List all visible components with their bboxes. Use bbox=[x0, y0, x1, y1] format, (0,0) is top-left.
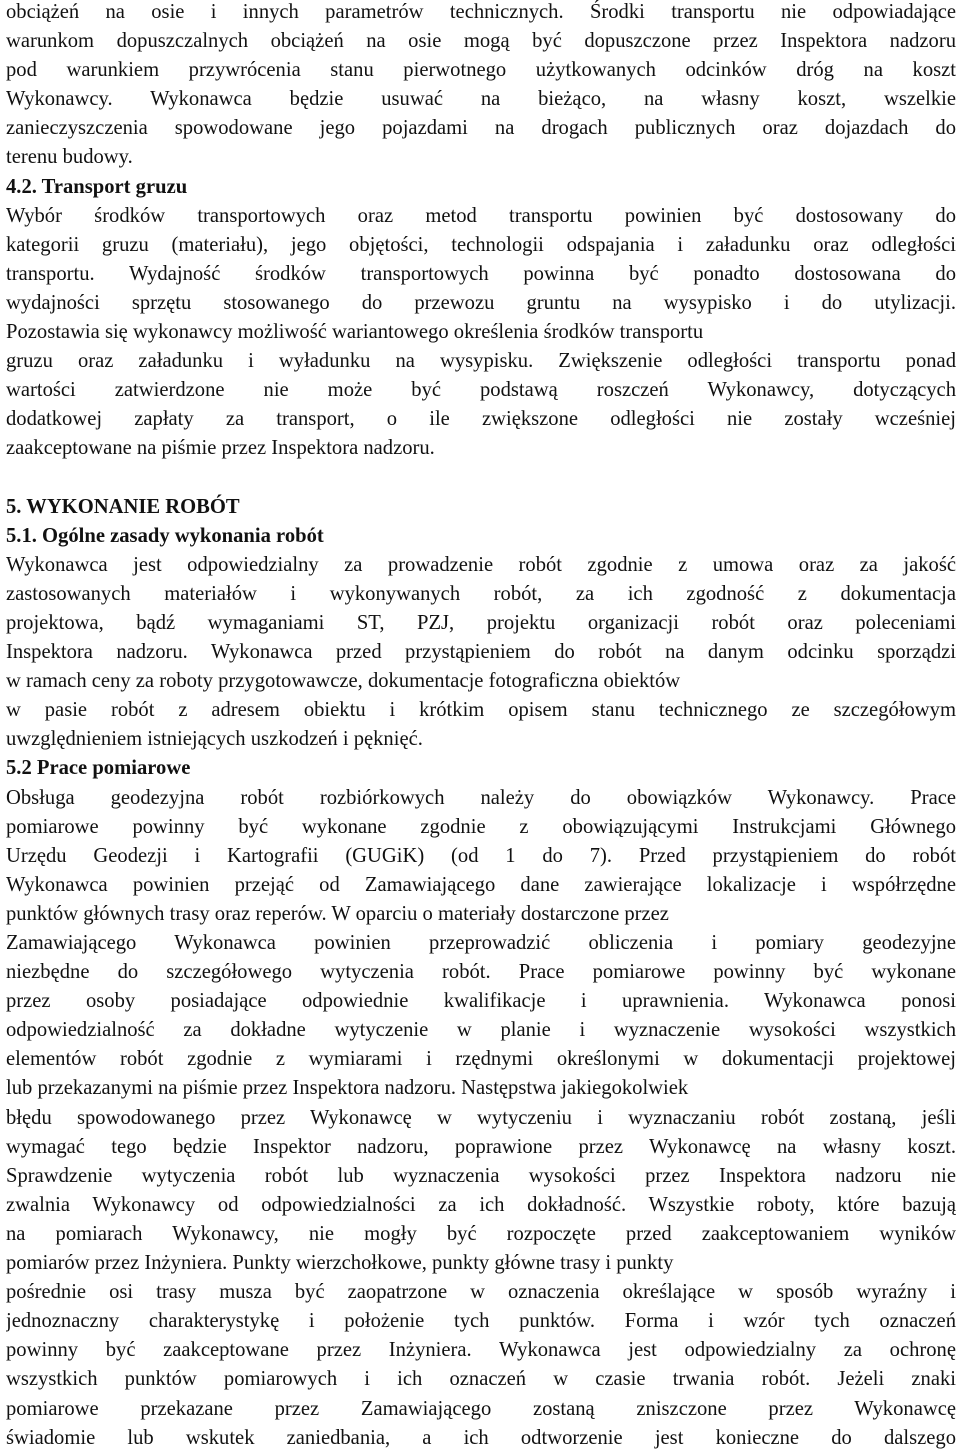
text-line: warunkom dopuszczalnych obciążeń na osie mogą być dopuszczone przez Inspektora nadzoru bbox=[6, 30, 956, 53]
text-line: wszystkich punktów pomiarowych i ich oznaczeń w czasie trwania robót. Jeżeli znaki bbox=[6, 1368, 956, 1391]
text-line: projektowa, bądź wymaganiami ST, PZJ, projektu organizacji robót oraz poleceniami bbox=[6, 611, 956, 634]
text-line: pomiarowe powinny być wykonane zgodnie z obowiązującymi Instrukcjami Głównego bbox=[6, 815, 956, 838]
section-heading: 4.2. Transport gruzu bbox=[6, 175, 188, 198]
text-line: Wybór środków transportowych oraz metod transportu powinien być dostosowany do bbox=[6, 204, 956, 227]
text-line: Inspektora nadzoru. Wykonawca przed przystąpieniem do robót na danym odcinku sporządzi bbox=[6, 641, 956, 664]
text-line: Zamawiającego Wykonawca powinien przeprowadzić obliczenia i pomiary geodezyjne bbox=[6, 932, 956, 954]
text-line: kategorii gruzu (materiału), jego objętości, technologii odspajania i załadunku oraz odległości bbox=[6, 233, 956, 256]
text-line: zastosowanych materiałów i wykonywanych robót, za ich zgodność z dokumentacja bbox=[6, 582, 956, 605]
text-line: w pasie robót z adresem obiektu i krótkim opisem stanu technicznego ze szczegółowym bbox=[6, 699, 956, 722]
text-line: w ramach ceny za roboty przygotowawcze, dokumentacje fotograficzna obiektów bbox=[6, 670, 681, 693]
section-heading: 5. WYKONANIE ROBÓT bbox=[6, 495, 240, 518]
text-line: punktów głównych trasy oraz reperów. W oparciu o materiały dostarczone przez bbox=[6, 902, 669, 925]
section-heading: 5.2 Prace pomiarowe bbox=[6, 757, 191, 780]
text-line: Obsługa geodezyjna robót rozbiórkowych należy do obowiązków Wykonawcy. Prace bbox=[6, 786, 956, 809]
text-line: pod warunkiem przywrócenia stanu pierwotnego użytkowanych odcinków dróg na koszt bbox=[6, 59, 956, 82]
text-line: gruzu oraz załadunku i wyładunku na wysypisku. Zwiększenie odległości transportu ponad bbox=[6, 350, 956, 373]
text-line: wydajności sprzętu stosowanego do przewozu gruntu na wysypisko i do utylizacji. bbox=[6, 291, 956, 314]
text-line: na pomiarach Wykonawcy, nie mogły być rozpoczęte przed zaakceptowaniem wyników bbox=[6, 1222, 956, 1245]
text-line: zaakceptowane na piśmie przez Inspektora nadzoru. bbox=[6, 437, 435, 460]
text-line: elementów robót zgodnie z wymiarami i rzędnymi określonymi w dokumentacji projektowej bbox=[6, 1048, 956, 1071]
text-line: przez osoby posiadające odpowiednie kwalifikacje i uprawnienia. Wykonawca ponosi bbox=[6, 990, 956, 1013]
text-line: Wykonawca jest odpowiedzialny za prowadzenie robót zgodnie z umowa oraz za jakość bbox=[6, 553, 956, 576]
text-line: pomiarów przez Inżyniera. Punkty wierzchołkowe, punkty główne trasy i punkty bbox=[6, 1252, 674, 1275]
text-line: wartości zatwierdzone nie może być podstawą roszczeń Wykonawcy, dotyczących bbox=[6, 379, 956, 402]
text-line: dodatkowej zapłaty za transport, o ile zwiększone odległości nie zostały wcześniej bbox=[6, 408, 956, 431]
text-line: świadomie lub wskutek zaniedbania, a ich odtworzenie jest konieczne do dalszego bbox=[6, 1426, 956, 1449]
paragraph-spacer bbox=[6, 464, 956, 493]
text-line: Wykonawcy. Wykonawca będzie usuwać na bieżąco, na własny koszt, wszelkie bbox=[6, 88, 956, 111]
text-line: Pozostawia się wykonawcy możliwość wariantowego określenia środków transportu bbox=[6, 321, 704, 344]
text-line: Wykonawca powinien przejąć od Zamawiającego dane zawierające lokalizacje i współrzędne bbox=[6, 873, 956, 896]
text-line: odpowiedzialność za dokładne wytyczenie w planie i wyznaczenie wysokości wszystkich bbox=[6, 1019, 956, 1042]
text-line: zanieczyszczenia spowodowane jego pojazdami na drogach publicznych oraz dojazdach do bbox=[6, 117, 956, 140]
text-line: niezbędne do szczegółowego wytyczenia robót. Prace pomiarowe powinny być wykonane bbox=[6, 961, 956, 984]
section-heading: 5.1. Ogólne zasady wykonania robót bbox=[6, 524, 324, 547]
text-line: Urzędu Geodezji i Kartografii (GUGiK) (od 1 do 7). Przed przystąpieniem do robót bbox=[6, 844, 956, 867]
text-line: terenu budowy. bbox=[6, 146, 133, 169]
document-page bbox=[6, 0, 956, 1453]
text-line: pośrednie osi trasy musza być zaopatrzone w oznaczenia określające w sposób wyraźny i bbox=[6, 1281, 956, 1304]
text-line: uwzględnieniem istniejących uszkodzeń i pęknięć. bbox=[6, 728, 423, 751]
text-line: transportu. Wydajność środków transportowych powinna być ponadto dostosowana do bbox=[6, 262, 956, 285]
text-line: obciążeń na osie i innych parametrów technicznych. Środki transportu nie odpowiadające bbox=[6, 1, 956, 23]
text-line: powinny być zaakceptowane przez Inżyniera. Wykonawca jest odpowiedzialny za ochronę bbox=[6, 1339, 956, 1362]
text-line: błędu spowodowanego przez Wykonawcę w wytyczeniu i wyznaczaniu robót zostaną, jeśli bbox=[6, 1106, 956, 1129]
text-line: Sprawdzenie wytyczenia robót lub wyznaczenia wysokości przez Inspektora nadzoru nie bbox=[6, 1164, 956, 1187]
text-line: pomiarowe przekazane przez Zamawiającego zostaną zniszczone przez Wykonawcę bbox=[6, 1397, 956, 1420]
text-line: wymagać tego będzie Inspektor nadzoru, poprawione przez Wykonawcę na własny koszt. bbox=[6, 1135, 956, 1158]
text-line: jednoznaczny charakterystykę i położenie tych punktów. Forma i wzór tych oznaczeń bbox=[6, 1310, 956, 1333]
text-line: lub przekazanymi na piśmie przez Inspektora nadzoru. Następstwa jakiegokolwiek bbox=[6, 1077, 689, 1100]
text-line: zwalnia Wykonawcy od odpowiedzialności za ich dokładność. Wszystkie roboty, które bazują bbox=[6, 1193, 956, 1216]
